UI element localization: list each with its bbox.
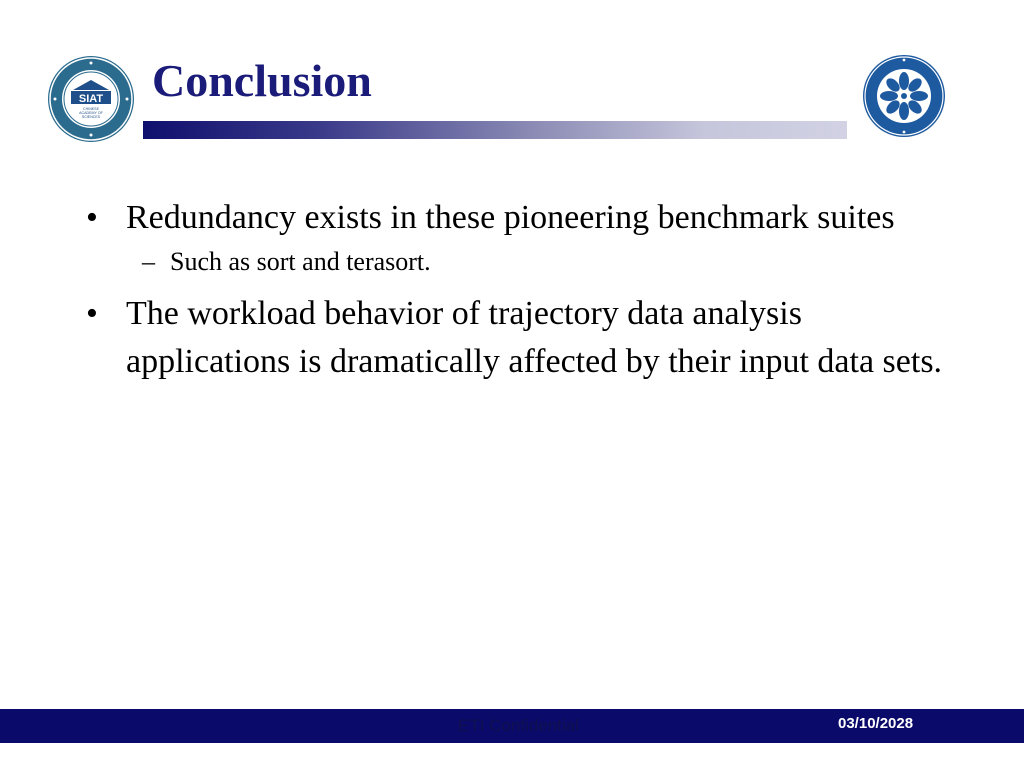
sub-bullet-marker: – [142,247,155,276]
bullet-marker: • [86,295,98,332]
svg-text:CHINESE: CHINESE [83,107,99,111]
bullet-marker: • [86,199,98,236]
footer-bar [0,709,1024,743]
footer-confidential-label: ETI Confidential [458,716,579,735]
bullet-text: The workload behavior of trajectory data analysis applications is dramatically affected by their input data sets. [126,295,943,380]
bullet-text: Redundancy exists in these pioneering benchmark suites [126,199,895,236]
svg-text:ACADEMY OF: ACADEMY OF [79,111,103,115]
slide-content [86,194,946,386]
title-underline-bar [143,121,847,139]
slide-title: Conclusion [152,55,372,106]
bullet-item [86,290,946,386]
footer-date: 03/10/2028 [838,715,914,732]
bullet-item [86,194,946,242]
siat-logo-text: SIAT [78,93,104,105]
svg-text:SCIENCES: SCIENCES [81,115,101,119]
sub-bullet-item [134,242,946,282]
sub-bullet-text: Such as sort and terasort. [170,247,431,276]
siat-logo-icon [46,54,136,144]
cas-logo-icon [862,54,946,138]
